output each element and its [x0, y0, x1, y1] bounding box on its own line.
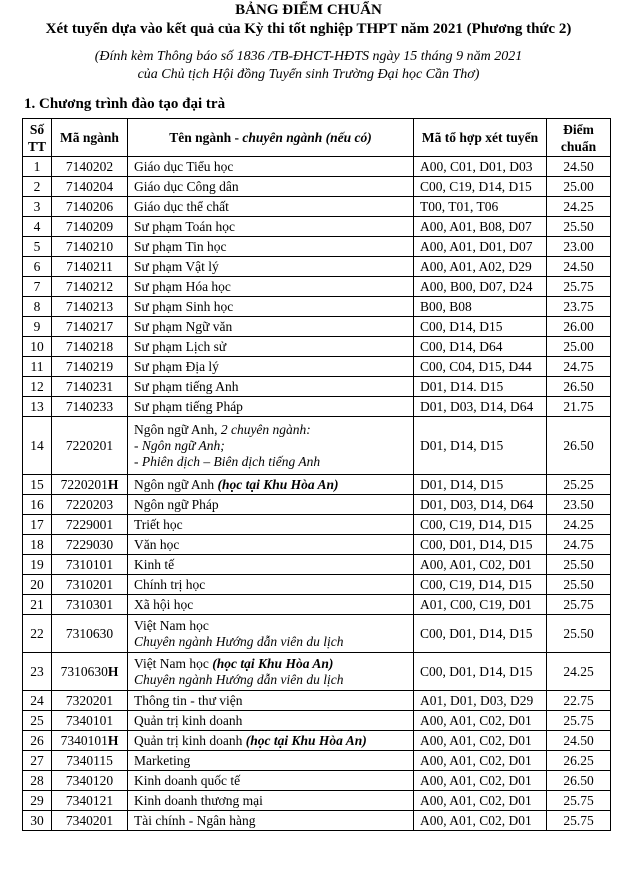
major-code-number: 7140231 — [65, 378, 114, 394]
major-name — [128, 691, 414, 711]
major-name-line — [134, 557, 413, 573]
cutoff-score: 25.75 — [547, 791, 611, 811]
major-name-text: Sư phạm Hóa học — [134, 278, 231, 294]
cutoff-score: 24.75 — [547, 535, 611, 555]
row-number: 13 — [23, 397, 52, 417]
major-name-line — [134, 299, 413, 315]
major-code-number: 7340101 — [60, 732, 108, 748]
major-name-line — [134, 813, 413, 829]
major-name-line — [134, 693, 413, 709]
document-title: BẢNG ĐIỂM CHUẨN — [235, 2, 382, 18]
table-row — [23, 595, 611, 615]
major-name — [128, 555, 414, 575]
major-code — [52, 377, 128, 397]
subject-combinations: C00, D14, D15 — [414, 317, 547, 337]
table-row — [23, 575, 611, 595]
cutoff-score: 25.50 — [547, 575, 611, 595]
major-name — [128, 535, 414, 555]
row-number: 22 — [23, 615, 52, 653]
cutoff-score: 26.50 — [547, 377, 611, 397]
major-name-text: Việt Nam học — [134, 617, 209, 633]
cutoff-score: 26.50 — [547, 417, 611, 475]
major-code-number: 7340115 — [66, 752, 113, 768]
subject-combinations: A00, A01, D01, D07 — [414, 237, 547, 257]
major-name — [128, 515, 414, 535]
table-row — [23, 555, 611, 575]
major-code — [52, 237, 128, 257]
major-name-line — [134, 656, 413, 672]
major-name — [128, 217, 414, 237]
cutoff-score: 25.50 — [547, 615, 611, 653]
subject-combinations: A00, A01, C02, D01 — [414, 811, 547, 831]
subject-combinations: D01, D14, D15 — [414, 417, 547, 475]
header-name-plain: Tên ngành - — [169, 130, 243, 145]
major-name — [128, 495, 414, 515]
major-code — [52, 495, 128, 515]
subject-combinations: A01, D01, D03, D29 — [414, 691, 547, 711]
major-name — [128, 197, 414, 217]
major-code-suffix: H — [107, 732, 119, 748]
major-code — [52, 751, 128, 771]
cutoff-score: 25.00 — [547, 337, 611, 357]
table-row — [23, 337, 611, 357]
major-name-line — [134, 577, 413, 593]
header-combos: Mã tổ hợp xét tuyển — [414, 119, 547, 157]
major-name — [128, 157, 414, 177]
subject-combinations: C00, D01, D14, D15 — [414, 615, 547, 653]
row-number: 29 — [23, 791, 52, 811]
major-name — [128, 475, 414, 495]
major-name-text: Giáo dục Công dân — [134, 178, 239, 194]
major-code-number: 7220201 — [60, 476, 108, 492]
reference-note-line-1: (Đính kèm Thông báo số 1836 /TB-ĐHCT-HĐTS ngày 15 tháng 9 năm 2021 — [94, 49, 523, 64]
major-name-text: Ngôn ngữ Pháp — [134, 496, 219, 512]
row-number: 7 — [23, 277, 52, 297]
cutoff-score: 24.50 — [547, 257, 611, 277]
table-row — [23, 495, 611, 515]
table-row — [23, 711, 611, 731]
subject-combinations: A01, C00, C19, D01 — [414, 595, 547, 615]
subject-combinations: A00, A01, C02, D01 — [414, 771, 547, 791]
major-name-text: Văn học — [134, 536, 180, 552]
major-name-line — [134, 733, 413, 749]
major-name — [128, 653, 414, 691]
major-code — [52, 257, 128, 277]
table-row — [23, 357, 611, 377]
subject-combinations: C00, D14, D64 — [414, 337, 547, 357]
specialization-line: - Ngôn ngữ Anh; — [134, 437, 225, 453]
table-row — [23, 157, 611, 177]
major-name-text: Triết học — [134, 516, 183, 532]
major-code-suffix: H — [107, 476, 119, 492]
cutoff-score: 24.50 — [547, 157, 611, 177]
cutoff-score: 25.50 — [547, 555, 611, 575]
row-number: 6 — [23, 257, 52, 277]
row-number: 9 — [23, 317, 52, 337]
table-row — [23, 811, 611, 831]
row-number: 14 — [23, 417, 52, 475]
major-name-line — [134, 199, 413, 215]
table-row — [23, 751, 611, 771]
cutoff-score: 25.75 — [547, 277, 611, 297]
major-name-text: Sư phạm Địa lý — [134, 358, 219, 374]
major-name-line — [134, 339, 413, 355]
major-code-number: 7340201 — [65, 812, 114, 828]
table-row — [23, 691, 611, 711]
major-name-line — [134, 793, 413, 809]
major-name-line — [134, 597, 413, 613]
campus-note: (học tại Khu Hòa An) — [212, 655, 334, 671]
header-score-line1: Điểm — [563, 121, 594, 137]
major-code — [52, 357, 128, 377]
major-name — [128, 357, 414, 377]
table-row — [23, 475, 611, 495]
specialization-line: Chuyên ngành Hướng dẫn viên du lịch — [134, 633, 344, 649]
major-name-text: Giáo dục Tiểu học — [134, 158, 234, 174]
major-name — [128, 297, 414, 317]
major-code — [52, 731, 128, 751]
row-number: 1 — [23, 157, 52, 177]
subject-combinations: C00, C04, D15, D44 — [414, 357, 547, 377]
major-code-number: 7220201 — [65, 437, 114, 453]
major-name-line — [134, 259, 413, 275]
header-stt-line1: Số — [29, 121, 45, 137]
table-row — [23, 177, 611, 197]
major-name-line — [134, 753, 413, 769]
major-name-text: Sư phạm Vật lý — [134, 258, 219, 274]
campus-note: (học tại Khu Hòa An) — [217, 476, 339, 492]
major-name-text: Sư phạm Sinh học — [134, 298, 234, 314]
major-code — [52, 595, 128, 615]
major-name-line — [134, 773, 413, 789]
major-name-line — [134, 477, 413, 493]
major-code — [52, 535, 128, 555]
header-name — [128, 119, 414, 157]
major-name-text: Chính trị học — [134, 576, 206, 592]
subject-combinations: D01, D14. D15 — [414, 377, 547, 397]
table-row — [23, 297, 611, 317]
major-name — [128, 615, 414, 653]
major-name-line — [134, 319, 413, 335]
cutoff-score: 22.75 — [547, 691, 611, 711]
cutoff-score: 23.00 — [547, 237, 611, 257]
cutoff-score: 24.75 — [547, 357, 611, 377]
row-number: 12 — [23, 377, 52, 397]
major-name — [128, 337, 414, 357]
major-name-text: Tài chính - Ngân hàng — [134, 812, 256, 828]
row-number: 24 — [23, 691, 52, 711]
major-code — [52, 337, 128, 357]
row-number: 16 — [23, 495, 52, 515]
subject-combinations: D01, D14, D15 — [414, 475, 547, 495]
table-row — [23, 197, 611, 217]
header-name-italic: chuyên ngành (nếu có) — [242, 130, 372, 145]
table-row — [23, 771, 611, 791]
major-name-text: Thông tin - thư viện — [134, 692, 243, 708]
major-code-number: 7140211 — [66, 258, 113, 274]
major-name — [128, 237, 414, 257]
row-number: 21 — [23, 595, 52, 615]
subject-combinations: D01, D03, D14, D64 — [414, 397, 547, 417]
major-code-number: 7140213 — [65, 298, 114, 314]
major-name — [128, 731, 414, 751]
cutoff-score: 25.75 — [547, 595, 611, 615]
major-name — [128, 595, 414, 615]
cutoff-score: 25.50 — [547, 217, 611, 237]
subject-combinations: D01, D03, D14, D64 — [414, 495, 547, 515]
major-code-number: 7140233 — [65, 398, 114, 414]
subject-combinations: A00, C01, D01, D03 — [414, 157, 547, 177]
row-number: 30 — [23, 811, 52, 831]
cutoff-score: 25.75 — [547, 711, 611, 731]
table-row — [23, 397, 611, 417]
major-name-line — [134, 239, 413, 255]
row-number: 3 — [23, 197, 52, 217]
cutoff-score: 24.25 — [547, 653, 611, 691]
cutoff-score: 25.00 — [547, 177, 611, 197]
major-code-number: 7140210 — [65, 238, 114, 254]
major-name-line — [134, 159, 413, 175]
major-code — [52, 615, 128, 653]
row-number: 20 — [23, 575, 52, 595]
cutoff-score: 24.50 — [547, 731, 611, 751]
header-score — [547, 119, 611, 157]
major-name — [128, 377, 414, 397]
reference-note-line-2: của Chủ tịch Hội đồng Tuyển sinh Trường Đại học Cần Thơ) — [137, 67, 480, 82]
major-name-line — [134, 517, 413, 533]
major-name — [128, 575, 414, 595]
major-name — [128, 397, 414, 417]
major-name-line — [134, 497, 413, 513]
major-name-text: Sư phạm Tin học — [134, 238, 227, 254]
major-name — [128, 417, 414, 475]
row-number: 5 — [23, 237, 52, 257]
major-code-number: 7229030 — [65, 536, 114, 552]
major-name-text: Sư phạm tiếng Pháp — [134, 398, 243, 414]
major-code — [52, 177, 128, 197]
major-name-line — [134, 359, 413, 375]
cutoff-score: 26.25 — [547, 751, 611, 771]
row-number: 15 — [23, 475, 52, 495]
score-table — [22, 118, 611, 831]
major-name-text: Kinh doanh quốc tế — [134, 772, 241, 788]
major-name-text: Kinh doanh thương mại — [134, 792, 263, 808]
subject-combinations: A00, A01, C02, D01 — [414, 711, 547, 731]
major-code — [52, 157, 128, 177]
major-name-line — [134, 713, 413, 729]
table-header-row — [23, 119, 611, 157]
major-code-number: 7140204 — [65, 178, 114, 194]
major-name-text: Marketing — [134, 752, 191, 768]
subject-combinations: T00, T01, T06 — [414, 197, 547, 217]
major-name-text: Sư phạm tiếng Anh — [134, 378, 239, 394]
major-name — [128, 317, 414, 337]
major-name-line — [134, 422, 413, 438]
header-stt — [23, 119, 52, 157]
cutoff-score: 21.75 — [547, 397, 611, 417]
subject-combinations: A00, A01, C02, D01 — [414, 555, 547, 575]
subject-combinations: C00, C19, D14, D15 — [414, 177, 547, 197]
major-name-line — [134, 399, 413, 415]
major-code — [52, 475, 128, 495]
major-code-number: 7310630 — [65, 625, 114, 641]
row-number: 2 — [23, 177, 52, 197]
row-number: 23 — [23, 653, 52, 691]
major-code-number: 7340120 — [65, 772, 114, 788]
major-code — [52, 575, 128, 595]
table-row — [23, 653, 611, 691]
table-row — [23, 615, 611, 653]
row-number: 11 — [23, 357, 52, 377]
major-code-number: 7140209 — [65, 218, 114, 234]
major-code-number: 7140218 — [65, 338, 114, 354]
major-code — [52, 417, 128, 475]
table-row — [23, 377, 611, 397]
major-name — [128, 771, 414, 791]
cutoff-score: 23.75 — [547, 297, 611, 317]
subject-combinations: A00, A01, C02, D01 — [414, 751, 547, 771]
major-code — [52, 791, 128, 811]
cutoff-score: 24.25 — [547, 197, 611, 217]
major-code-number: 7140219 — [65, 358, 114, 374]
major-name-line — [134, 537, 413, 553]
row-number: 28 — [23, 771, 52, 791]
major-code-number: 7140217 — [65, 318, 114, 334]
major-name — [128, 711, 414, 731]
major-name — [128, 811, 414, 831]
major-name-line — [134, 179, 413, 195]
subject-combinations: C00, C19, D14, D15 — [414, 515, 547, 535]
major-code-number: 7140212 — [65, 278, 114, 294]
major-code — [52, 653, 128, 691]
table-row — [23, 237, 611, 257]
table-row — [23, 515, 611, 535]
major-code — [52, 711, 128, 731]
major-code — [52, 297, 128, 317]
major-code-suffix: H — [107, 663, 119, 679]
major-name-text: Việt Nam học — [134, 655, 213, 671]
header-stt-line2: TT — [27, 138, 46, 154]
subject-combinations: C00, D01, D14, D15 — [414, 535, 547, 555]
major-name-text: Kinh tế — [134, 556, 175, 572]
major-code-number: 7320201 — [65, 692, 114, 708]
cutoff-score: 23.50 — [547, 495, 611, 515]
major-code-number: 7340101 — [65, 712, 114, 728]
major-code-number: 7340121 — [65, 792, 114, 808]
major-code — [52, 217, 128, 237]
major-name-line — [134, 379, 413, 395]
major-name-text: Giáo dục thể chất — [134, 198, 229, 214]
table-row — [23, 791, 611, 811]
table-row — [23, 317, 611, 337]
subject-combinations: A00, A01, C02, D01 — [414, 731, 547, 751]
specialization-line: - Phiên dịch – Biên dịch tiếng Anh — [134, 453, 321, 469]
table-row — [23, 535, 611, 555]
major-code — [52, 771, 128, 791]
major-name-text: Sư phạm Ngữ văn — [134, 318, 233, 334]
subject-combinations: C00, D01, D14, D15 — [414, 653, 547, 691]
major-name-text: Quản trị kinh doanh — [134, 732, 246, 748]
document-subtitle: Xét tuyển dựa vào kết quả của Kỳ thi tốt nghiệp THPT năm 2021 (Phương thức 2) — [45, 21, 572, 37]
cutoff-score: 25.75 — [547, 811, 611, 831]
subject-combinations: A00, A01, A02, D29 — [414, 257, 547, 277]
row-number: 8 — [23, 297, 52, 317]
major-code — [52, 197, 128, 217]
table-row — [23, 417, 611, 475]
subject-combinations: B00, B08 — [414, 297, 547, 317]
row-number: 27 — [23, 751, 52, 771]
subject-combinations: A00, B00, D07, D24 — [414, 277, 547, 297]
major-code — [52, 277, 128, 297]
major-name — [128, 257, 414, 277]
major-code-number: 7310201 — [65, 576, 114, 592]
cutoff-score: 25.25 — [547, 475, 611, 495]
campus-note: (học tại Khu Hòa An) — [245, 732, 367, 748]
section-heading: 1. Chương trình đào tạo đại trà — [24, 96, 226, 112]
major-name-line — [134, 279, 413, 295]
specialization-line: Chuyên ngành Hướng dẫn viên du lịch — [134, 671, 344, 687]
major-name — [128, 277, 414, 297]
major-name-text: Sư phạm Toán học — [134, 218, 235, 234]
major-code — [52, 691, 128, 711]
subject-combinations: A00, A01, B08, D07 — [414, 217, 547, 237]
major-code-number: 7229001 — [65, 516, 114, 532]
table-row — [23, 257, 611, 277]
major-code-number: 7140202 — [65, 158, 114, 174]
header-score-line2: chuẩn — [560, 138, 597, 154]
major-name-line — [134, 219, 413, 235]
major-code — [52, 397, 128, 417]
cutoff-score: 26.00 — [547, 317, 611, 337]
major-code-number: 7310301 — [65, 596, 114, 612]
major-name-text: Xã hội học — [134, 596, 194, 612]
major-name-text: Ngôn ngữ Anh, — [134, 421, 221, 437]
header-code: Mã ngành — [52, 119, 128, 157]
table-row — [23, 217, 611, 237]
table-row — [23, 731, 611, 751]
major-name-text: Quản trị kinh doanh — [134, 712, 243, 728]
subject-combinations: A00, A01, C02, D01 — [414, 791, 547, 811]
row-number: 25 — [23, 711, 52, 731]
major-code — [52, 811, 128, 831]
major-name-line — [134, 618, 413, 634]
major-code-number: 7220203 — [65, 496, 114, 512]
row-number: 18 — [23, 535, 52, 555]
cutoff-score: 26.50 — [547, 771, 611, 791]
major-name-italic: 2 chuyên ngành: — [220, 421, 311, 437]
major-code — [52, 515, 128, 535]
table-row — [23, 277, 611, 297]
subject-combinations: C00, C19, D14, D15 — [414, 575, 547, 595]
major-code-number: 7140206 — [65, 198, 114, 214]
major-name — [128, 751, 414, 771]
major-name — [128, 791, 414, 811]
cutoff-score: 24.25 — [547, 515, 611, 535]
major-name-text: Sư phạm Lịch sử — [134, 338, 227, 354]
row-number: 10 — [23, 337, 52, 357]
major-name-text: Ngôn ngữ Anh — [134, 476, 218, 492]
major-code — [52, 317, 128, 337]
row-number: 4 — [23, 217, 52, 237]
major-code-number: 7310630 — [60, 663, 108, 679]
row-number: 19 — [23, 555, 52, 575]
major-name — [128, 177, 414, 197]
major-code — [52, 555, 128, 575]
row-number: 26 — [23, 731, 52, 751]
major-code-number: 7310101 — [65, 556, 114, 572]
row-number: 17 — [23, 515, 52, 535]
